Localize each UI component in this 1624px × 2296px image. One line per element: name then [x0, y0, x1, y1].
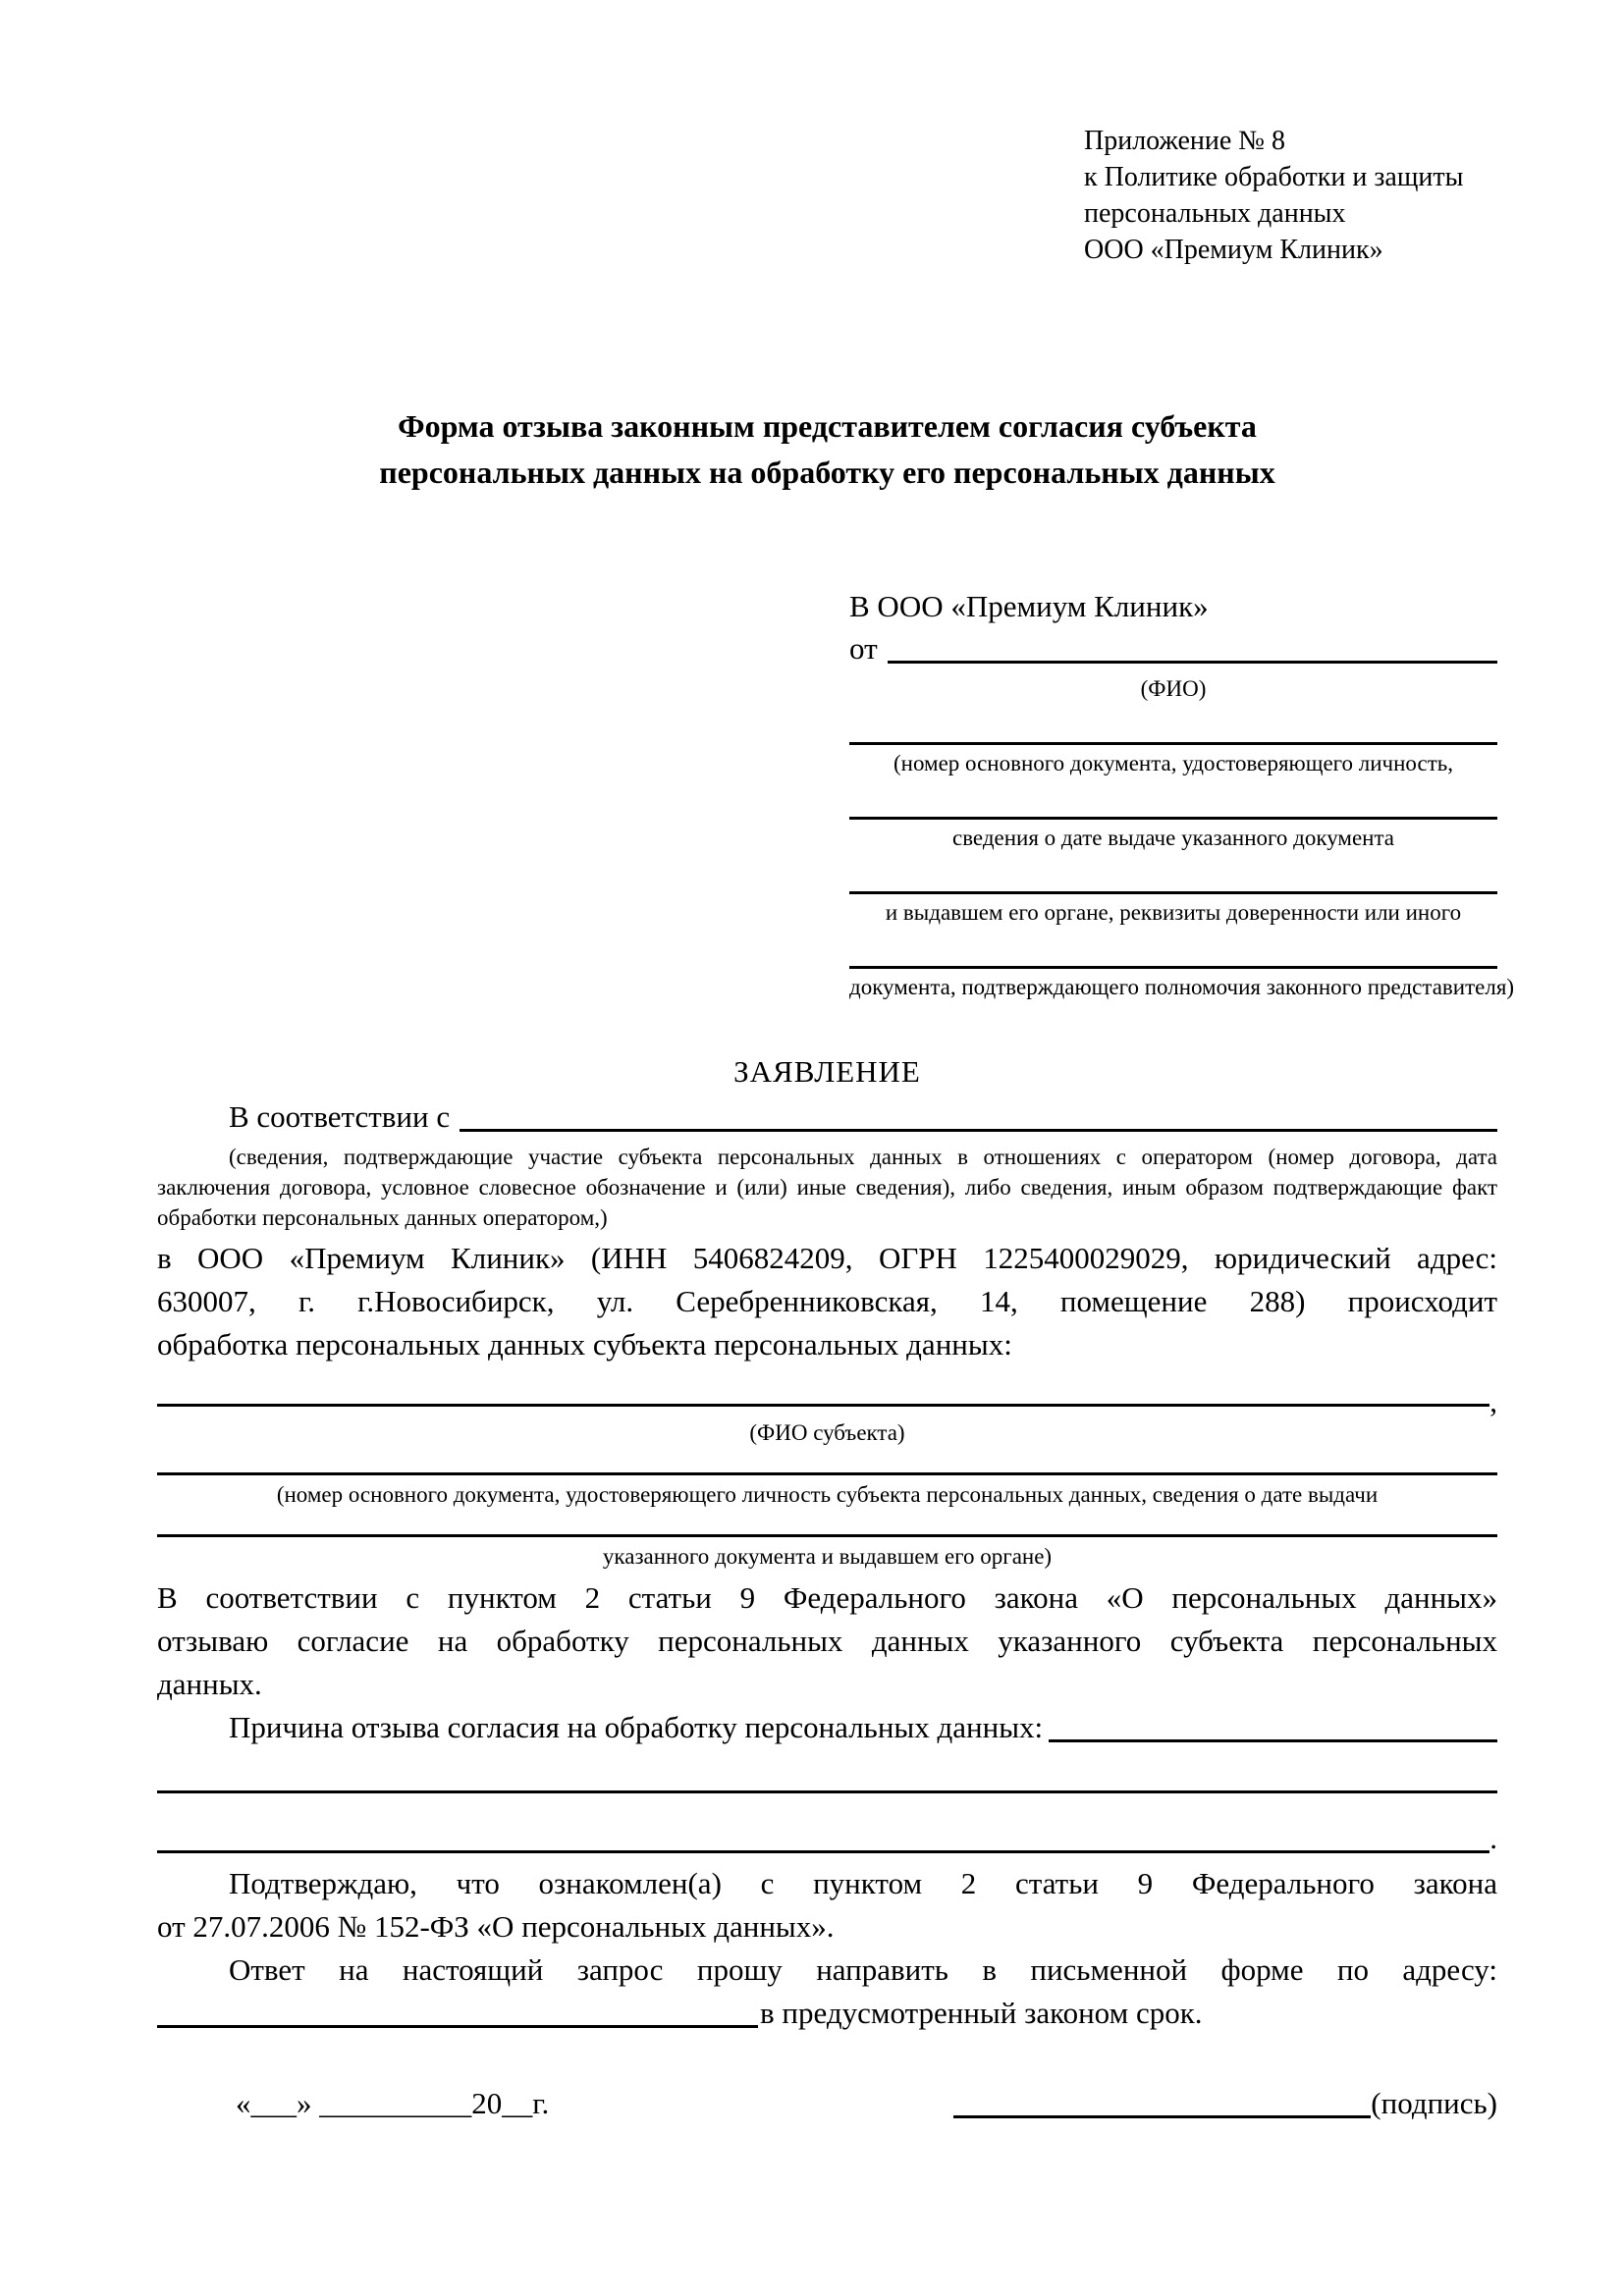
operator-paragraph	[157, 1237, 1497, 1366]
withdrawal-paragraph	[157, 1576, 1497, 1706]
subject-document-caption: указанного документа и выдавшем его органе)	[602, 1544, 1053, 1569]
addressee-to: В ООО «Премиум Клиник»	[849, 589, 1209, 623]
acknowledgement-line: Подтверждаю, что ознакомлен(а) с пунктом 2 статьи 9 Федерального закона	[229, 1866, 1497, 1900]
page-title-line: Форма отзыва законным представителем согласия субъекта	[398, 408, 1257, 444]
header-note-line: к Политике обработки и защиты	[1084, 162, 1464, 192]
signature-caption: (подпись)	[1371, 2086, 1497, 2120]
response-request-line: Ответ на настоящий запрос прошу направить в письменной форме по адресу:	[229, 1952, 1497, 1987]
from-label: от	[849, 631, 878, 666]
footer-row	[157, 2082, 1497, 2125]
header-note-line: персональных данных	[1084, 198, 1346, 229]
statement-heading: ЗАЯВЛЕНИЕ	[733, 1054, 921, 1089]
subject-name-row	[157, 1380, 1497, 1418]
response-address-row	[157, 1992, 1497, 2035]
issuing-authority-blank-line	[849, 891, 1497, 894]
accordance-row	[157, 1095, 1497, 1139]
subject-document-blank-line	[157, 1534, 1497, 1537]
reason-label: Причина отзыва согласия на обработку персональных данных:	[229, 1710, 1044, 1744]
note-line: заключения договора, условное словесное обозначение и (или) иные сведения), либо сведения, иным образом подтверждающие факт	[157, 1175, 1497, 1200]
header-note-line: Приложение № 8	[1084, 126, 1285, 156]
accordance-blank-line	[460, 1129, 1497, 1132]
subject-document-blank-line	[157, 1472, 1497, 1475]
reason-blank-line-3	[157, 1850, 1489, 1853]
operator-paragraph-line: в ООО «Премиум Клиник» (ИНН 5406824209, ОГРН 1225400029029, юридический адрес:	[157, 1241, 1497, 1275]
authority-document-blank-line	[849, 966, 1497, 969]
trailing-period: .	[1489, 1821, 1497, 1855]
response-address-blank-line	[157, 2025, 758, 2028]
accordance-label: В соответствии с	[229, 1099, 451, 1134]
subject-document-caption: (номер основного документа, удостоверяющего личность субъекта персональных данных, сведения о дате выдачи	[276, 1482, 1379, 1507]
signature-group	[953, 2082, 1497, 2125]
operator-paragraph-line: 630007, г. г.Новосибирск, ул. Серебренниковская, 14, помещение 288) происходит	[157, 1284, 1497, 1318]
response-suffix: в предусмотренный законом срок.	[760, 1996, 1203, 2030]
addressee-block	[849, 586, 1515, 1001]
header-note-line: ООО «Премиум Клиник»	[1084, 235, 1383, 265]
reason-blank-line-2	[157, 1790, 1497, 1793]
page-title-line: персональных данных на обработку его персональных данных	[379, 454, 1275, 490]
note-line: обработки персональных данных оператором,)	[157, 1205, 608, 1230]
header-note	[1084, 123, 1497, 268]
operator-paragraph-line: обработка персональных данных субъекта персональных данных:	[157, 1327, 1012, 1362]
acknowledgement-paragraph	[157, 1862, 1497, 1949]
acknowledgement-line: от 27.07.2006 № 152-ФЗ «О персональных данных».	[157, 1909, 835, 1944]
issue-date-blank-line	[849, 817, 1497, 820]
subject-name-blank-line	[157, 1404, 1489, 1407]
reason-row	[157, 1706, 1497, 1749]
reason-blank-line	[1049, 1739, 1497, 1742]
date-blank: «___» __________20__г.	[236, 2086, 550, 2120]
subject-fio-caption: (ФИО субъекта)	[749, 1420, 905, 1445]
from-row	[849, 627, 1497, 670]
withdrawal-paragraph-line: В соответствии с пунктом 2 статьи 9 Федерального закона «О персональных данных»	[157, 1580, 1497, 1615]
subject-name-comma: ,	[1489, 1384, 1497, 1418]
field-caption: (номер основного документа, удостоверяющего личность,	[893, 751, 1453, 775]
accordance-note	[157, 1142, 1497, 1233]
field-caption: документа, подтверждающего полномочия законного представителя)	[849, 975, 1515, 999]
withdrawal-paragraph-line: данных.	[157, 1667, 262, 1701]
fio-caption: (ФИО)	[1140, 676, 1207, 701]
page-title	[157, 403, 1497, 496]
signature-blank-line	[953, 2115, 1371, 2118]
withdrawal-paragraph-line: отзываю согласие на обработку персональных данных указанного субъекта персональных	[157, 1624, 1497, 1658]
reason-blank-line-3-row	[157, 1823, 1497, 1860]
field-caption: и выдавшем его органе, реквизиты доверенности или иного	[885, 900, 1462, 925]
from-blank-line	[888, 661, 1497, 664]
field-caption: сведения о дате выдаче указанного документа	[951, 826, 1395, 850]
document-number-blank-line	[849, 742, 1497, 745]
note-line: (сведения, подтверждающие участие субъекта персональных данных в отношениях с оператором (номер договора, дата	[229, 1145, 1497, 1169]
